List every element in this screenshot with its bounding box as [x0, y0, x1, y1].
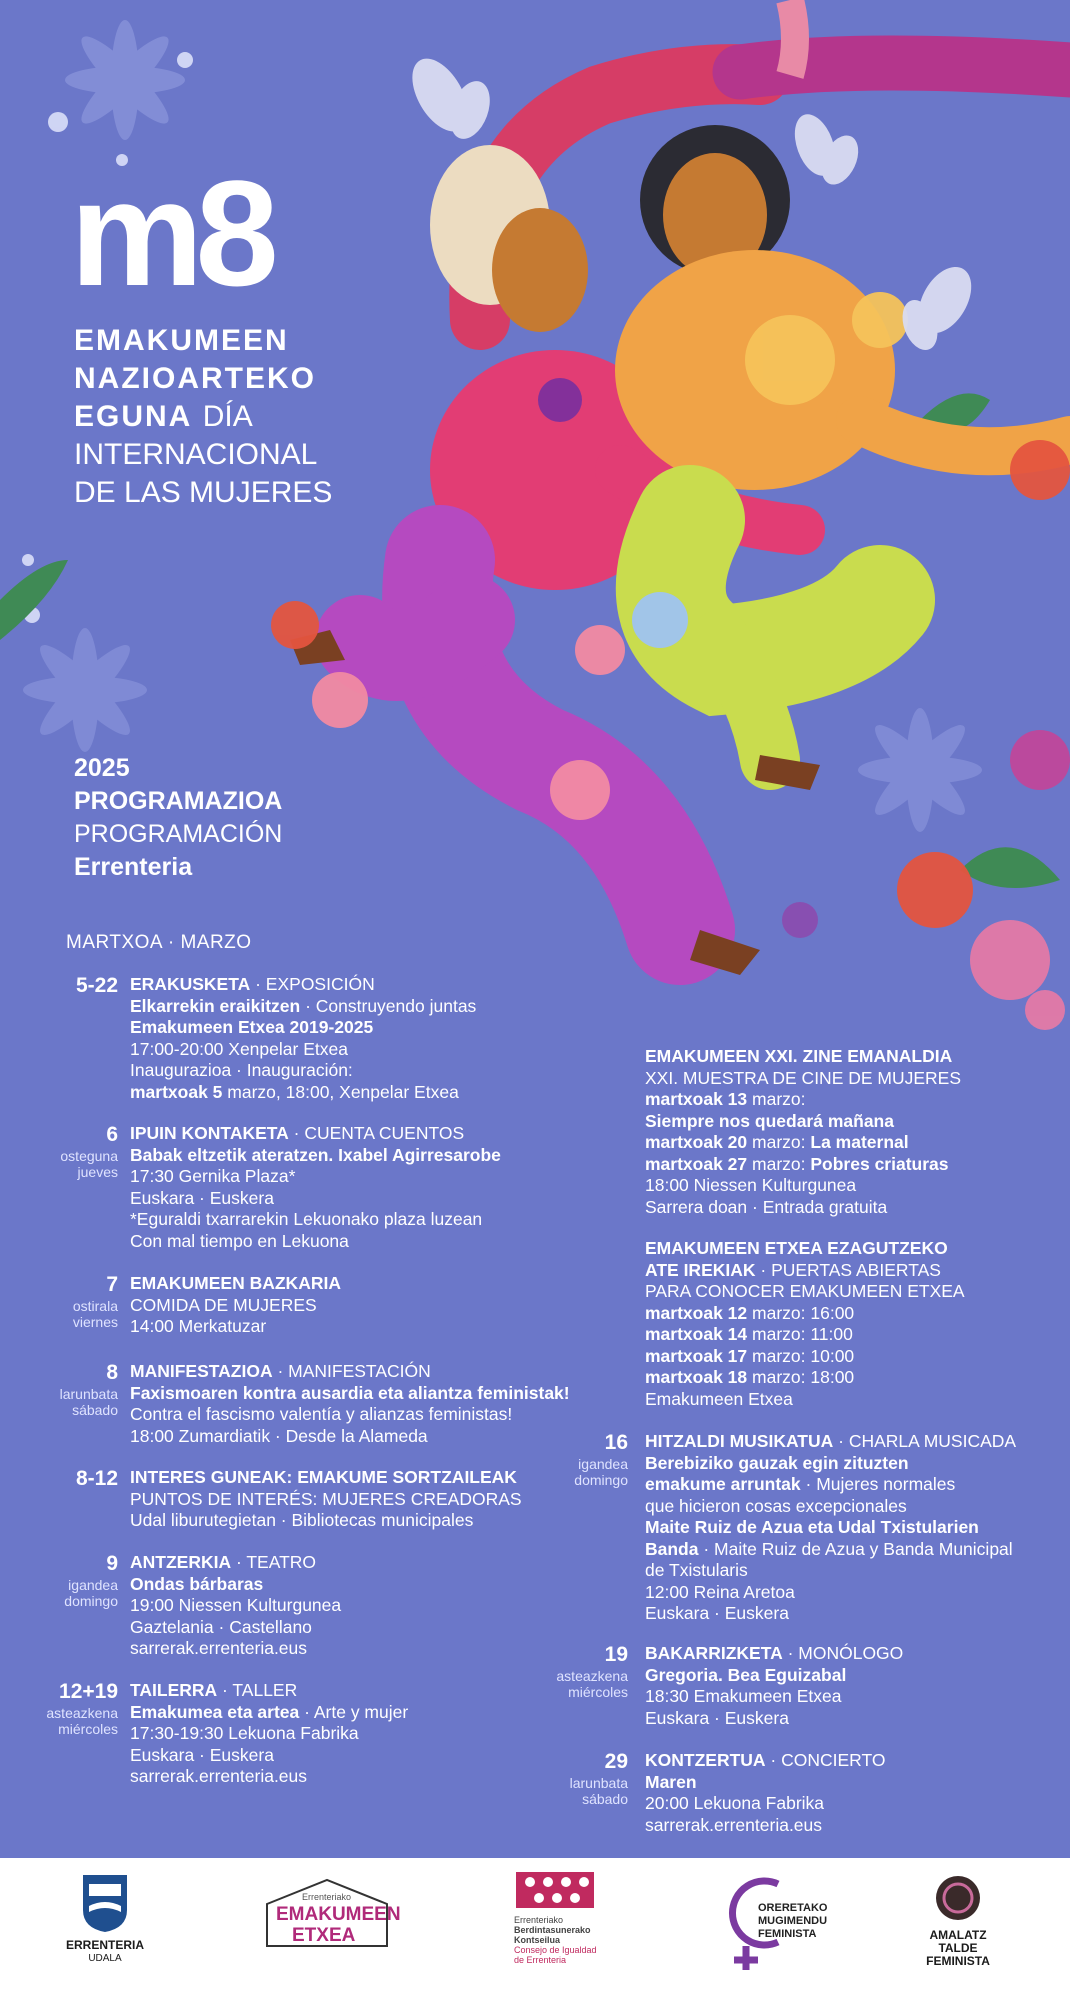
logo-berdintasunerako-kontseilua [514, 1870, 624, 1965]
program-town: Errenteria [74, 853, 193, 881]
event-line: 17:30 Gernika Plaza* [130, 1166, 296, 1186]
event-body [130, 1273, 570, 1338]
event-line: marzo: [747, 1089, 806, 1109]
logo-amalatz [918, 1872, 998, 1968]
event-line: marzo: 10:00 [747, 1345, 855, 1366]
council-mark-icon [514, 1870, 596, 1910]
leaf-right [960, 847, 1060, 888]
event-date: 29 [604, 1750, 628, 1773]
logo-text: ETXEA [292, 1925, 356, 1946]
event-line: 17:00-20:00 Xenpelar Etxea [130, 1038, 348, 1059]
event-film: Siempre nos quedará mañana [645, 1110, 894, 1131]
event-line: marzo: [747, 1132, 811, 1152]
event-line: Sarrera doan · Entrada gratuita [645, 1196, 888, 1217]
footer-logos [0, 1858, 1070, 2000]
event-line: marzo: [747, 1153, 811, 1174]
event-body [130, 1123, 570, 1252]
event-line: Emakumeen Etxea 2019-2025 [130, 1017, 374, 1037]
program-es: PROGRAMACIÓN [74, 820, 283, 848]
event-body [130, 1467, 570, 1532]
event-line-bold: martxoak 20 [645, 1132, 748, 1152]
event-body [130, 1552, 570, 1660]
event-body [645, 1431, 1065, 1625]
woman1-face [492, 208, 588, 332]
event-line: marzo: 11:00 [747, 1324, 853, 1344]
event-subtitle-es: · Mujeres normales [800, 1474, 956, 1494]
logo-text: UDALA [88, 1953, 122, 1964]
event-line-bold: martxoak 18 [645, 1367, 748, 1387]
logo-text: AMALATZ [929, 1928, 987, 1942]
event-link[interactable]: sarrerak.errenteria.eus [130, 1638, 308, 1658]
event-subtitle: Ondas bárbaras [130, 1573, 264, 1594]
program-block [74, 752, 282, 884]
event-film: Pobres criaturas [810, 1153, 949, 1174]
event-title: EMAKUMEEN XXI. ZINE EMANALDIA [645, 1046, 953, 1066]
event-line: 17:30-19:30 Lekuona Fabrika [130, 1723, 359, 1743]
event-line-bold: martxoak 12 [645, 1302, 748, 1323]
event-title: ERAKUSKETA [130, 974, 251, 994]
event-line: Euskara · Euskera [645, 1603, 789, 1623]
event-line-bold: martxoak 14 [645, 1324, 748, 1344]
leaf-left [0, 560, 68, 640]
event-title-es: · PUERTAS ABIERTAS [755, 1259, 941, 1280]
event-day-es: sábado [582, 1791, 628, 1807]
event-body [130, 1361, 570, 1447]
event-link[interactable]: sarrerak.errenteria.eus [130, 1766, 308, 1786]
woman1-leg2 [360, 620, 470, 656]
logo-text: Errenteriako [302, 1892, 352, 1902]
event-line: PARA CONOCER EMAKUMEEN ETXEA [645, 1281, 965, 1301]
event-day-es: domingo [574, 1472, 628, 1488]
bg-flower-right [858, 708, 982, 832]
event-title-es: · TEATRO [231, 1552, 317, 1572]
event-day-es: miércoles [568, 1684, 628, 1700]
event-line: Euskara · Euskera [645, 1707, 789, 1728]
event-day-eu: asteazkena [46, 1705, 118, 1721]
logo-text: TALDE [938, 1941, 978, 1955]
event-line: XXI. MUESTRA DE CINE DE MUJERES [645, 1067, 962, 1088]
event-line: 20:00 Lekuona Fabrika [645, 1793, 825, 1813]
logo-text: MUGIMENDU [758, 1915, 828, 1927]
logo-text: FEMINISTA [758, 1928, 817, 1940]
event-link[interactable]: sarrerak.errenteria.eus [645, 1814, 823, 1835]
event-day-es: viernes [72, 1314, 118, 1330]
errenteria-shield-icon [80, 1872, 130, 1934]
butterfly-2 [787, 109, 865, 191]
event-title: IPUIN KONTAKETA [130, 1123, 289, 1143]
event-line: COMIDA DE MUJERES [130, 1294, 317, 1315]
logo-text: ORERETAKO [758, 1902, 828, 1914]
event-line: que hicieron cosas excepcionales [645, 1495, 907, 1516]
event-title: EMAKUMEEN BAZKARIA [130, 1273, 341, 1293]
event-title-es: · CHARLA MUSICADA [833, 1431, 1017, 1451]
event-line: de Txistularis [645, 1560, 748, 1580]
event-title-es: · EXPOSICIÓN [250, 974, 375, 994]
event-title: EMAKUMEEN ETXEA EZAGUTZEKO [645, 1238, 948, 1258]
event-title: MANIFESTAZIOA [130, 1361, 273, 1381]
event-subtitle: emakume arruntak [645, 1474, 801, 1494]
event-line-bold: martxoak 27 [645, 1153, 748, 1174]
event-line: PUNTOS DE INTERÉS: MUJERES CREADORAS [130, 1488, 522, 1509]
event-title-es: · CONCIERTO [765, 1750, 886, 1770]
title-m8: m8 [70, 149, 271, 317]
event-subtitle-es: · Arte y mujer [299, 1701, 409, 1722]
title-line-3-bold: EGUNA [74, 400, 193, 433]
event-line: *Eguraldi txarrarekin Lekuonako plaza luzean [130, 1209, 483, 1229]
event-day-eu: osteguna [60, 1148, 118, 1164]
event-date: 7 [106, 1273, 118, 1296]
event-title: TAILERRA [130, 1680, 218, 1700]
event-line: Gaztelania · Castellano [130, 1616, 312, 1637]
event-body [130, 974, 570, 1103]
event-performer: Banda [645, 1538, 699, 1559]
event-title-es: · MANIFESTACIÓN [272, 1361, 431, 1381]
event-subtitle: Elkarrekin eraikitzen [130, 995, 301, 1016]
title-line-4: INTERNACIONAL [74, 438, 318, 471]
event-line: Euskara · Euskera [130, 1744, 274, 1765]
event-day-eu: igandea [68, 1577, 118, 1593]
event-subtitle: Maren [645, 1771, 697, 1792]
event-line-bold: martxoak 13 [645, 1089, 748, 1109]
event-day-es: miércoles [58, 1721, 118, 1737]
event-line: 14:00 Merkatuzar [130, 1316, 267, 1336]
event-day-eu: larunbata [569, 1775, 628, 1791]
event-body [130, 1680, 570, 1788]
event-date: 9 [106, 1552, 118, 1575]
event-date: 19 [604, 1643, 628, 1666]
event-day-eu: larunbata [59, 1386, 118, 1402]
event-line: 18:30 Emakumeen Etxea [645, 1686, 842, 1706]
title-line-1: EMAKUMEEN [74, 324, 289, 357]
event-day-es: jueves [77, 1164, 118, 1180]
title-line-2: NAZIOARTEKO [74, 362, 316, 395]
event-film: La maternal [810, 1132, 909, 1152]
event-performer: Maite Ruiz de Azua eta Udal Txistularien [645, 1517, 979, 1537]
event-title: KONTZERTUA [645, 1750, 766, 1770]
event-date: 8-12 [75, 1467, 118, 1490]
event-body [645, 1238, 1065, 1410]
event-subtitle: Gregoria. Bea Eguizabal [645, 1664, 847, 1685]
butterfly-1 [401, 49, 497, 144]
title-line-3-reg: DÍA [202, 400, 253, 433]
logo-text: ERRENTERIA [65, 1938, 144, 1952]
bg-flower-top-left [65, 20, 185, 140]
program-eu: PROGRAMAZIOA [74, 787, 283, 815]
event-body [645, 1046, 1065, 1218]
event-line: 12:00 Reina Aretoa [645, 1581, 795, 1602]
logo-text: Errenteriako [514, 1915, 564, 1925]
event-line-bold: martxoak 5 [130, 1081, 223, 1102]
logo-text: de Errenteria [514, 1955, 567, 1965]
event-date: 16 [604, 1431, 628, 1454]
event-title-2: ATE IREKIAK [645, 1259, 756, 1280]
event-subtitle: Babak eltzetik ateratzen. Ixabel Agirresarobe [130, 1144, 501, 1165]
event-date: 6 [106, 1123, 118, 1146]
event-line: 18:00 Zumardiatik · Desde la Alameda [130, 1425, 428, 1446]
event-body [645, 1643, 1065, 1729]
event-subtitle-es: · Construyendo juntas [300, 995, 477, 1016]
butterfly-3 [896, 258, 982, 355]
event-day-eu: asteazkena [556, 1668, 628, 1684]
event-date: 8 [106, 1361, 118, 1384]
event-line: Con mal tiempo en Lekuona [130, 1230, 349, 1251]
event-subtitle: Berebiziko gauzak egin zituzten [645, 1452, 909, 1473]
event-subtitle: Faxismoaren kontra ausardia eta aliantza feministak! [130, 1382, 570, 1403]
woman2-leg-low [720, 640, 770, 760]
program-year: 2025 [74, 754, 130, 782]
event-date: 12+19 [59, 1680, 118, 1703]
logo-errenteria-udala [55, 1872, 155, 1965]
logo-text: Berdintasunerako [514, 1925, 591, 1935]
event-performer-es: · Maite Ruiz de Azua y Banda Municipal [698, 1538, 1013, 1559]
event-line: Udal liburutegietan · Bibliotecas municipales [130, 1510, 474, 1530]
event-title-es: · TALLER [217, 1680, 298, 1700]
event-line: Contra el fascismo valentía y alianzas feministas! [130, 1404, 513, 1424]
title-block [74, 322, 332, 512]
event-day-eu: ostirala [72, 1298, 118, 1314]
event-date: 5-22 [75, 974, 118, 997]
month-heading: MARTXOA · MARZO [66, 932, 252, 953]
logo-text: EMAKUMEEN [276, 1904, 401, 1925]
event-title-es: · MONÓLOGO [782, 1643, 904, 1663]
event-line: marzo, 18:00, Xenpelar Etxea [222, 1081, 459, 1102]
logo-text: Consejo de Igualdad [514, 1945, 597, 1955]
amalatz-circle-icon [932, 1872, 984, 1924]
event-day-es: domingo [64, 1593, 118, 1609]
event-line: Euskara · Euskera [130, 1187, 274, 1208]
logo-text: Kontseilua [514, 1935, 561, 1945]
event-line: 18:00 Niessen Kulturgunea [645, 1175, 857, 1195]
logo-emakumeen-etxea [262, 1876, 401, 1955]
event-line: 19:00 Niessen Kulturgunea [130, 1595, 342, 1615]
event-body [645, 1750, 1065, 1836]
event-title: HITZALDI MUSIKATUA [645, 1431, 834, 1451]
event-line-bold: martxoak 17 [645, 1345, 748, 1366]
event-line: marzo: 16:00 [747, 1302, 855, 1323]
event-title: ANTZERKIA [130, 1552, 232, 1572]
event-line: Emakumeen Etxea [645, 1388, 793, 1409]
title-line-5: DE LAS MUJERES [74, 476, 333, 509]
event-title: BAKARRIZKETA [645, 1643, 783, 1663]
event-title: INTERES GUNEAK: EMAKUME SORTZAILEAK [130, 1467, 517, 1487]
event-line: Inaugurazioa · Inauguración: [130, 1060, 353, 1080]
event-title-es: · CUENTA CUENTOS [288, 1123, 465, 1143]
bg-flower-left [23, 628, 147, 752]
event-subtitle: Emakumea eta artea [130, 1701, 300, 1722]
event-line: marzo: 18:00 [747, 1367, 855, 1387]
arm-top [790, 0, 795, 75]
event-day-eu: igandea [578, 1456, 628, 1472]
logo-text: FEMINISTA [926, 1954, 990, 1968]
event-day-es: sábado [72, 1402, 118, 1418]
